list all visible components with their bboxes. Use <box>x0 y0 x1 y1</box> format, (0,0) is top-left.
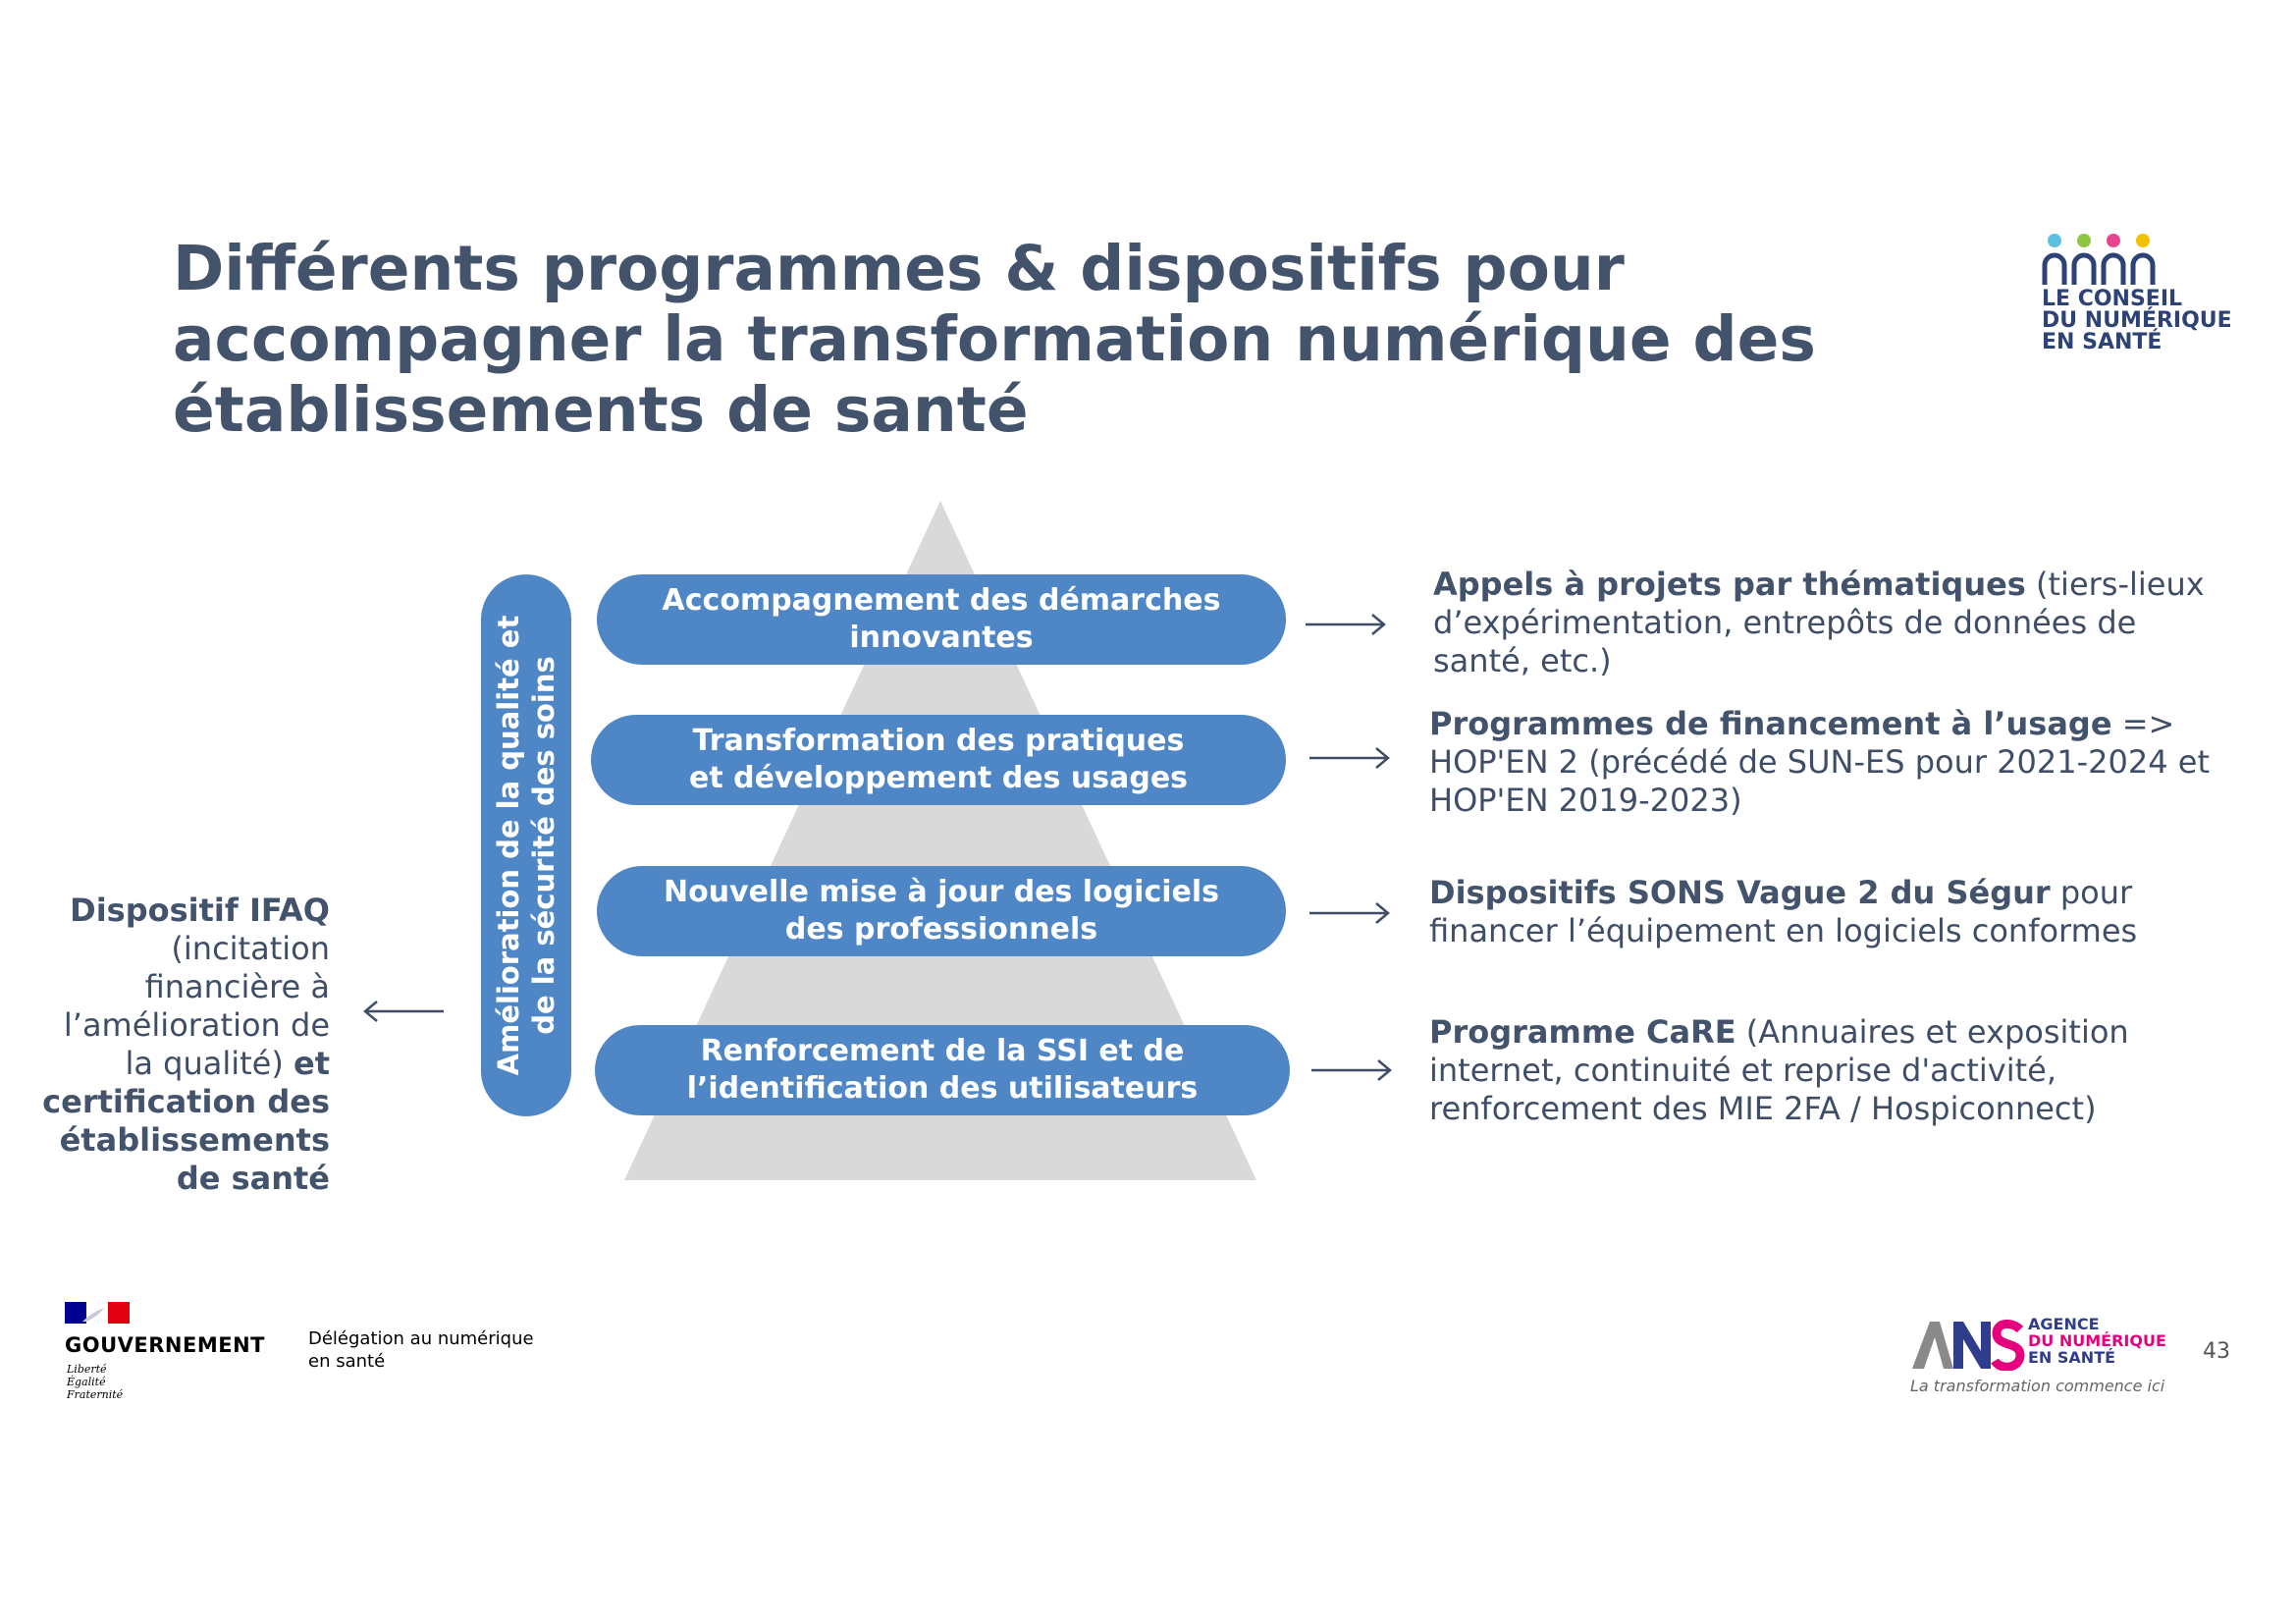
desc-funding-programs <box>1429 705 2215 820</box>
arrow-left-icon <box>361 1000 444 1023</box>
ans-line-3: EN SANTÉ <box>2028 1348 2116 1367</box>
title-line-3: établissements de santé <box>173 374 1029 446</box>
desc-calls-for-projects-bold: Appels à projets par thématiques <box>1433 566 2026 603</box>
level-usages <box>591 715 1286 805</box>
title-line-2: accompagner la transformation numérique des <box>173 303 1816 375</box>
desc-sons-segur <box>1429 874 2234 950</box>
motto-liberte: Liberté <box>67 1363 107 1376</box>
page-number: 43 <box>2203 1339 2230 1364</box>
gouvernement-logo <box>65 1302 320 1410</box>
arrow-right-icon <box>1306 613 1388 636</box>
motto-fraternite: Fraternité <box>67 1388 124 1401</box>
quality-safety-line-1: Amélioration de la qualité et <box>492 615 525 1076</box>
arrow-right-icon <box>1309 901 1392 925</box>
ans-logo <box>1910 1316 2185 1404</box>
arrow-right-icon <box>1311 1058 1394 1082</box>
desc-calls-for-projects-text: (tiers-lieux d’expérimentation, entrepôts de données de santé, etc.) <box>1433 566 2205 679</box>
desc-funding-programs-text: => HOP'EN 2 (précédé de SUN-ES pour 2021-2024 et HOP'EN 2019-2023) <box>1429 705 2211 819</box>
quality-safety-label <box>491 580 561 1110</box>
level-software-line-2: des professionnels <box>784 912 1098 947</box>
arrow-right-icon <box>1309 746 1392 770</box>
desc-ifaq-bold-1: Dispositif IFAQ <box>70 892 330 929</box>
cns-logo-line-1: LE CONSEIL <box>2042 287 2183 311</box>
desc-ifaq-bold-2: et certification des établissements de santé <box>42 1045 330 1197</box>
level-security-line-2: l’identification des utilisateurs <box>686 1071 1199 1106</box>
level-software-line-1: Nouvelle mise à jour des logiciels <box>663 875 1220 909</box>
level-usages-line-1: Transformation des pratiques <box>692 724 1185 758</box>
quality-safety-line-2: de la sécurité des soins <box>527 656 561 1035</box>
republic-motto <box>67 1363 123 1401</box>
level-innovation-line-1: Accompagnement des démarches <box>662 583 1221 618</box>
desc-care-program-text: (Annuaires et exposition internet, continuité et reprise d'activité, renforcement des MIE 2FA / Hospiconnect) <box>1429 1013 2129 1127</box>
ans-monogram-icon <box>1910 1316 2026 1371</box>
conseil-numerique-sante-logo <box>2042 234 2248 361</box>
desc-calls-for-projects <box>1433 566 2218 680</box>
level-usages-line-2: et développement des usages <box>688 761 1189 795</box>
delegation-line-1: Délégation au numérique <box>308 1328 534 1349</box>
level-innovation-line-2: innovantes <box>849 621 1034 655</box>
desc-ifaq-text: (incitation financière à l’amélioration de la qualité) <box>63 930 330 1082</box>
people-arches-icon <box>2042 251 2169 285</box>
marianne-flag-icon <box>65 1302 130 1324</box>
desc-sons-segur-bold: Dispositifs SONS Vague 2 du Ségur <box>1429 874 2051 911</box>
level-innovation <box>597 574 1286 665</box>
quality-safety-pill <box>481 574 571 1116</box>
level-security-line-1: Renforcement de la SSI et de <box>700 1034 1185 1068</box>
level-software <box>597 866 1286 956</box>
level-security <box>595 1025 1290 1115</box>
cns-logo-line-3: EN SANTÉ <box>2042 330 2163 354</box>
desc-funding-programs-bold: Programmes de financement à l’usage <box>1429 705 2112 742</box>
desc-ifaq <box>39 892 330 1198</box>
desc-care-program-bold: Programme CaRE <box>1429 1013 1736 1051</box>
delegation-label <box>308 1327 563 1373</box>
logo-dot-green <box>2077 234 2091 247</box>
desc-care-program <box>1429 1013 2136 1128</box>
desc-sons-segur-text: pour financer l’équipement en logiciels conformes <box>1429 874 2138 949</box>
cns-logo-line-2: DU NUMÉRIQUE <box>2042 308 2232 333</box>
logo-dot-pink <box>2107 234 2120 247</box>
ans-line-2: DU NUMÉRIQUE <box>2028 1331 2166 1350</box>
gouvernement-label: GOUVERNEMENT <box>65 1333 265 1357</box>
title-line-1: Différents programmes & dispositifs pour <box>173 233 1625 304</box>
slide-title <box>173 233 1816 446</box>
ans-line-1: AGENCE <box>2028 1315 2100 1333</box>
delegation-line-2: en santé <box>308 1351 386 1372</box>
ans-tagline: La transformation commence ici <box>1910 1377 2165 1395</box>
motto-egalite: Égalité <box>67 1376 106 1388</box>
logo-dot-yellow <box>2136 234 2150 247</box>
logo-dot-cyan <box>2048 234 2061 247</box>
